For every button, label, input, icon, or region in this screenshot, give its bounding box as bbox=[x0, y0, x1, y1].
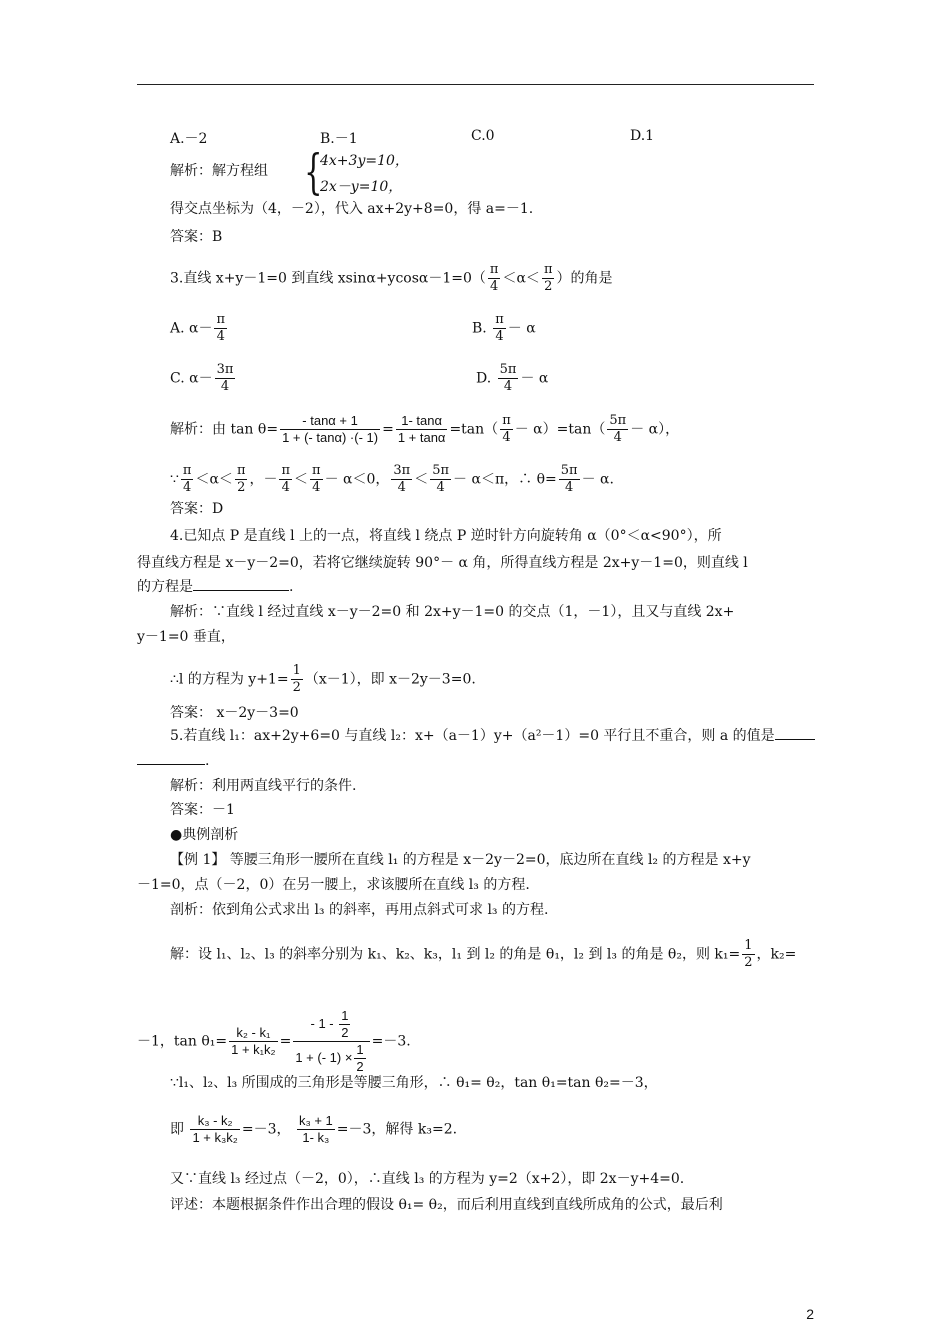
q4-line2: 得直线方程是 x－y－2=0，若将它继续旋转 90°－ α 角，所得直线方程是 2x+y－1=0，则直线 l bbox=[137, 555, 748, 571]
section-title: ●典例剖析 bbox=[170, 827, 239, 843]
q4-blank bbox=[193, 578, 289, 591]
q3-option-a: A. α－ $\frac{\pi}{4}$ bbox=[170, 312, 226, 344]
q5-blank-b bbox=[137, 752, 205, 765]
solution-line2: －1，tan θ₁= $\frac{\text{k₂ - k₁}}{\text{1 + k₁k₂}}$ = - 1 - $\frac{1}{2}$ 1 + (- 1) × $\frac{1}{2}$ =－3. bbox=[137, 1008, 411, 1074]
system-brace: { bbox=[304, 144, 323, 200]
q3-option-d: D. $\frac{5\pi}{4}$ － α bbox=[476, 362, 549, 394]
system-eq2: 2x－y=10， bbox=[320, 179, 403, 195]
intersection-text: 得交点坐标为（4，－2），代入 ax+2y+8=0，得 a=－1. bbox=[170, 201, 534, 217]
q4-analysis2: y－1=0 垂直， bbox=[137, 629, 235, 645]
system-eq1: 4x+3y=10， bbox=[320, 153, 409, 169]
answer-prev: 答案：B bbox=[170, 229, 223, 245]
q5-answer: 答案：－1 bbox=[170, 802, 235, 818]
q4-line3: 的方程是 . bbox=[137, 579, 294, 595]
q4-analysis1: 解析：∵直线 l 经过直线 x－y－2=0 和 2x+y－1=0 的交点（1，－1），且又与直线 2x+ bbox=[170, 604, 735, 620]
example1-pouxi: 剖析：依到角公式求出 l₃ 的斜率，再用点斜式可求 l₃ 的方程. bbox=[170, 902, 549, 918]
solution-line5: 又∵直线 l₃ 经过点（－2，0），∴直线 l₃ 的方程为 y=2（x+2），即 2x－y+4=0. bbox=[170, 1171, 685, 1187]
analysis-label: 解析：解方程组 bbox=[170, 163, 268, 179]
example1-line2: －1=0，点（－2，0）在另一腰上，求该腰所在直线 l₃ 的方程. bbox=[137, 877, 530, 893]
q5-analysis: 解析：利用两直线平行的条件. bbox=[170, 778, 357, 794]
frac-pi-2: $\frac{\pi}{2}$ bbox=[543, 262, 553, 294]
option-a: A.－2 bbox=[170, 131, 208, 147]
header-rule bbox=[137, 84, 814, 85]
q5-line2: . bbox=[137, 752, 209, 770]
q3-stem bbox=[170, 262, 612, 295]
q3-stem-c: ）的角是 bbox=[556, 270, 613, 287]
q4-line1: 4.已知点 P 是直线 l 上的一点，将直线 l 绕点 P 逆时针方向旋转角 α（0°＜α<90°），所 bbox=[170, 528, 722, 544]
q4-analysis3: ∴l 的方程为 y+1= $\frac{1}{2}$ （x－1），即 x－2y－3=0. bbox=[170, 663, 476, 695]
option-d: D.1 bbox=[630, 128, 655, 144]
option-b: B.－1 bbox=[320, 131, 358, 147]
solution-line3: ∵l₁、l₂、l₃ 所围成的三角形是等腰三角形，∴ θ₁= θ₂，tan θ₁=tan θ₂=－3， bbox=[170, 1075, 658, 1091]
q5-line1: 5.若直线 l₁：ax+2y+6=0 与直线 l₂：x+（a－1）y+（a²－1）=0 平行且不重合，则 a 的值是 bbox=[170, 727, 815, 745]
q3-answer: 答案：D bbox=[170, 501, 224, 517]
q3-analysis: 解析：由 tan θ= $\frac{- \tan\alpha + 1}{1 + (- \tan\alpha) \cdot(- 1)}$ = $\frac{1- \tan\alpha}{1 + \tan\alpha}$ =tan（ $\frac{\pi}{4}$ － α）=tan（ $\frac{5\pi}{4}$ － α）， bbox=[170, 413, 680, 445]
q3-option-c: C. α－ $\frac{3\pi}{4}$ bbox=[170, 362, 234, 394]
q3-stem-b: ＜α＜ bbox=[502, 270, 540, 287]
q5-blank-a bbox=[775, 727, 815, 740]
solution-line1: 解：设 l₁、l₂、l₃ 的斜率分别为 k₁、k₂、k₃，l₁ 到 l₂ 的角是 θ₁，l₂ 到 l₃ 的角是 θ₂，则 k₁= $\frac{1}{2}$ ，k₂= bbox=[170, 938, 797, 970]
solution-line4: 即 $\frac{\text{k₃ - k₂}}{\text{1 + k₃k₂}}$ =－3， $\frac{\text{k₃ + 1}}{\text{1- k₃}}$ =－3，解得 k₃=2. bbox=[170, 1113, 458, 1145]
q3-stem-a: 3.直线 x+y－1=0 到直线 xsinα+ycosα－1=0（ bbox=[170, 270, 486, 287]
frac-pi-4: $\frac{\pi}{4}$ bbox=[489, 262, 499, 294]
q4-answer: 答案： x－2y－3=0 bbox=[170, 705, 299, 721]
example1-line1: 【例 1】 等腰三角形一腰所在直线 l₁ 的方程是 x－2y－2=0，底边所在直线 l₂ 的方程是 x+y bbox=[170, 852, 751, 868]
option-c: C.0 bbox=[471, 128, 495, 144]
q3-option-b: B. $\frac{\pi}{4}$ － α bbox=[472, 312, 536, 344]
comment-line: 评述：本题根据条件作出合理的假设 θ₁= θ₂，而后利用直线到直线所成角的公式，最后利 bbox=[170, 1197, 723, 1213]
q3-range: ∵ $\frac{\pi}{4}$ ＜α＜ $\frac{\pi}{2}$ ，－ $\frac{\pi}{4}$ ＜ $\frac{\pi}{4}$ － α＜0， $\frac{3\pi}{4}$ ＜ $\frac{5\pi}{4}$ － α＜π，∴ θ= $\frac{5\pi}{4}$ － α. bbox=[170, 463, 614, 495]
page-number: 2 bbox=[806, 1306, 814, 1322]
